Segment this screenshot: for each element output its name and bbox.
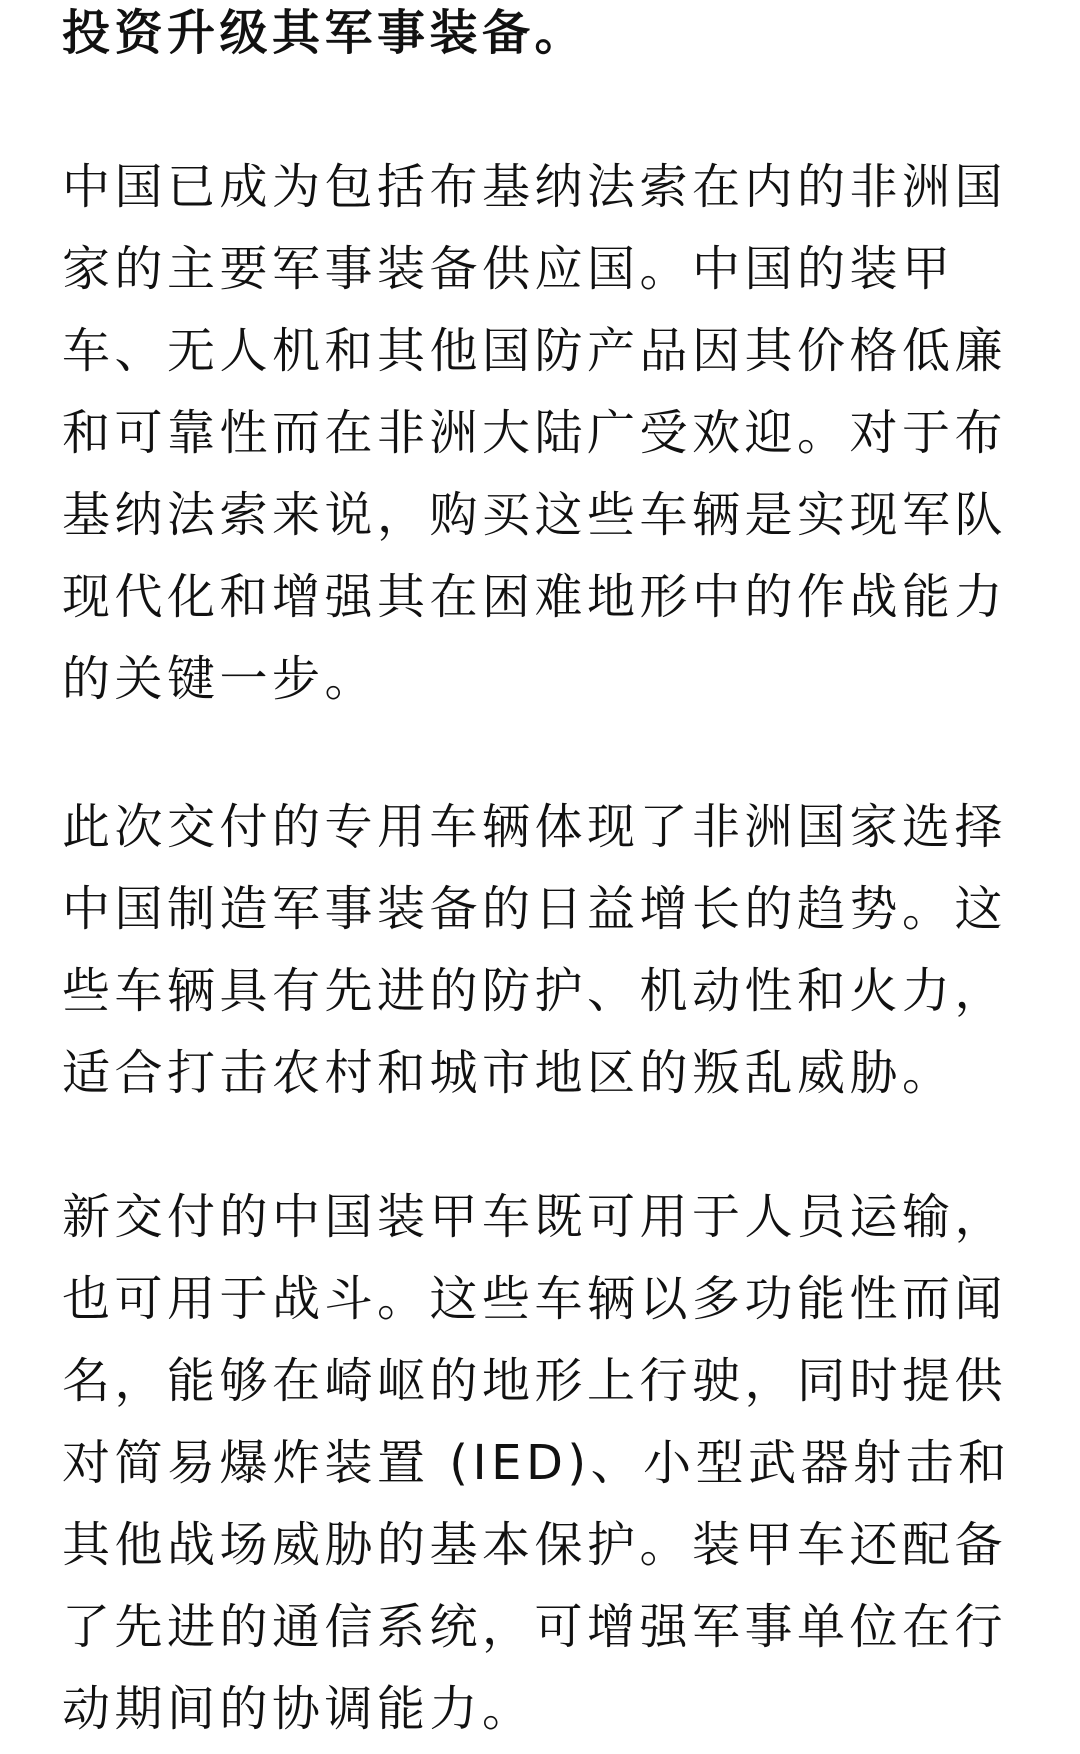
article-lead-line: 投资升级其军事装备。 — [62, 5, 588, 61]
article-paragraph-1: 中国已成为包括布基纳法索在内的非洲国家的主要军事装备供应国。中国的装甲车、无人机和其他国防产品因其价格低廉和可靠性而在非洲大陆广受欢迎。对于布基纳法索来说，购买这些车辆是实现军队现代化和增强其在困难地形中的作战能力的关键一步。 — [62, 159, 1008, 707]
article-paragraph-2: 此次交付的专用车辆体现了非洲国家选择中国制造军事装备的日益增长的趋势。这些车辆具有先进的防护、机动性和火力，适合打击农村和城市地区的叛乱威胁。 — [62, 799, 1008, 1101]
article-paragraph-3: 新交付的中国装甲车既可用于人员运输，也可用于战斗。这些车辆以多功能性而闻名，能够在崎岖的地形上行驶，同时提供对简易爆炸装置 (IED)、小型武器射击和其他战场威胁的基本保护。装甲车还配备了先进的通信系统，可增强军事单位在行动期间的协调能力。 — [62, 1189, 1011, 1737]
